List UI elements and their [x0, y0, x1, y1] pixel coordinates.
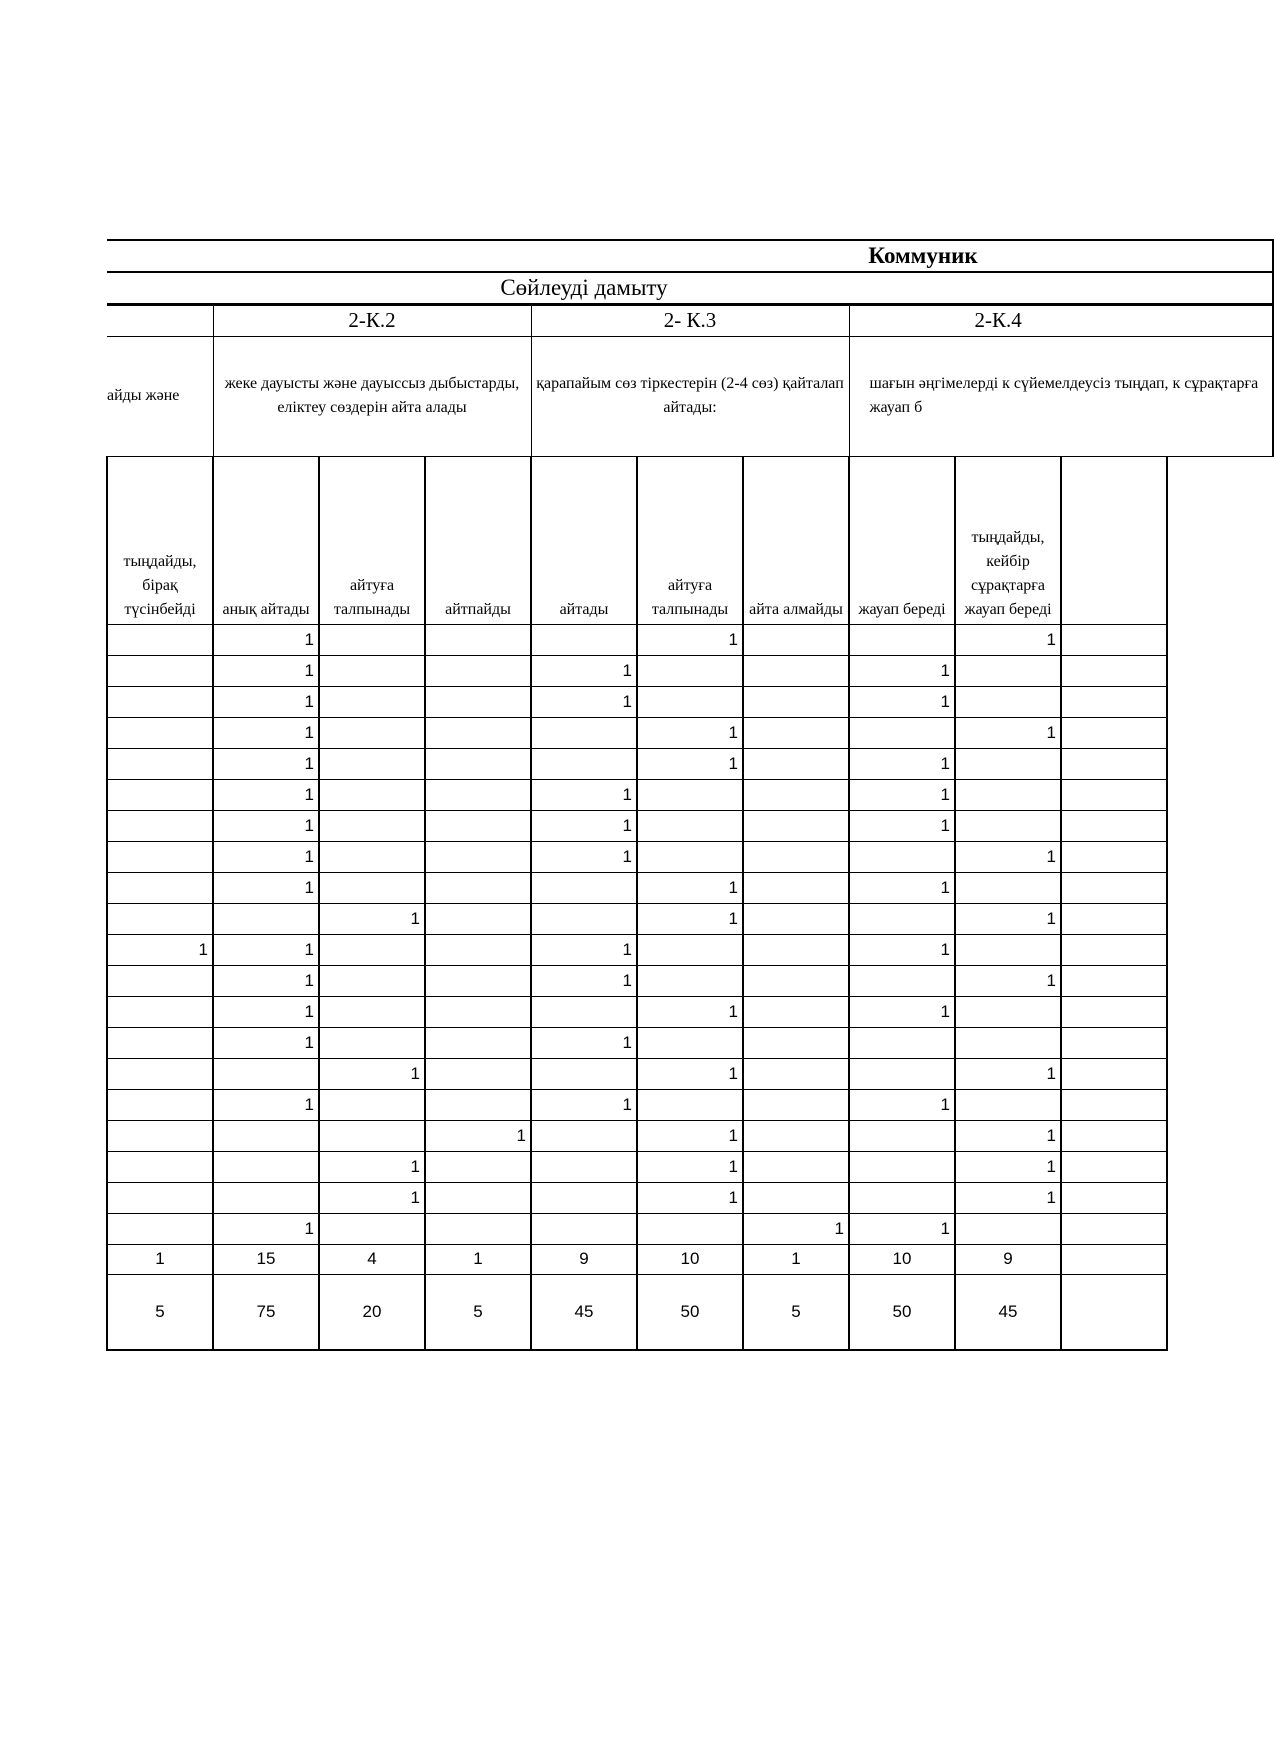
table-cell[interactable] — [743, 717, 849, 748]
table-row — [107, 655, 1273, 686]
percent-cell[interactable]: 50 — [637, 1274, 743, 1350]
table-cell[interactable] — [319, 872, 425, 903]
table-cell[interactable] — [1061, 1089, 1167, 1120]
table-cell[interactable]: 1 — [637, 717, 743, 748]
column-label[interactable]: айтуға талпынады — [637, 456, 743, 624]
table-cell[interactable] — [637, 655, 743, 686]
table-cell[interactable]: 1 — [531, 779, 637, 810]
table-cell[interactable] — [955, 655, 1061, 686]
table-row — [107, 624, 1273, 655]
table-row — [107, 1213, 1273, 1244]
table-cell[interactable] — [1061, 1027, 1167, 1058]
table-cell[interactable]: 1 — [849, 1213, 955, 1244]
table-cell[interactable] — [531, 1058, 637, 1089]
table-cell[interactable] — [319, 748, 425, 779]
table-cell[interactable]: 1 — [213, 841, 319, 872]
column-label[interactable]: айтпайды — [425, 456, 531, 624]
table-cell[interactable]: 1 — [319, 1151, 425, 1182]
table-cell[interactable]: 1 — [849, 1089, 955, 1120]
totals-row — [107, 1244, 1273, 1274]
table-cell[interactable] — [1061, 655, 1167, 686]
table-cell[interactable] — [849, 1058, 955, 1089]
percent-cell[interactable] — [1061, 1274, 1167, 1350]
table-cell[interactable] — [531, 996, 637, 1027]
table-cell[interactable] — [425, 810, 531, 841]
table-row — [107, 1120, 1273, 1151]
table-row — [107, 810, 1273, 841]
table-cell[interactable] — [425, 1151, 531, 1182]
table-cell[interactable] — [1061, 748, 1167, 779]
table-cell[interactable] — [531, 1151, 637, 1182]
table-row — [107, 996, 1273, 1027]
table-cell[interactable]: 1 — [213, 686, 319, 717]
total-cell[interactable]: 15 — [213, 1244, 319, 1274]
table-cell[interactable]: 1 — [637, 1058, 743, 1089]
table-cell[interactable] — [743, 872, 849, 903]
table-cell[interactable] — [743, 1151, 849, 1182]
table-cell[interactable] — [849, 965, 955, 996]
table-cell[interactable] — [743, 841, 849, 872]
table-cell[interactable] — [849, 903, 955, 934]
table-cell[interactable] — [213, 1182, 319, 1213]
table-cell[interactable]: 1 — [637, 624, 743, 655]
column-label[interactable]: тыңдайды, кейбір сұрақтарға жауап береді — [955, 456, 1061, 624]
sheet-title[interactable]: Коммуник — [107, 240, 1273, 272]
table-cell[interactable] — [107, 655, 213, 686]
table-cell[interactable] — [319, 624, 425, 655]
table-cell[interactable] — [1061, 934, 1167, 965]
table-cell[interactable]: 1 — [849, 655, 955, 686]
table-cell[interactable] — [637, 965, 743, 996]
table-cell[interactable] — [955, 686, 1061, 717]
table-cell[interactable] — [107, 996, 213, 1027]
table-cell[interactable]: 1 — [955, 1120, 1061, 1151]
blank-cell[interactable] — [1061, 272, 1273, 304]
group-description[interactable]: шағын әңгімелерді к сүйемелдеусіз тыңдап, к сұрақтарға жауап б — [849, 336, 1273, 456]
table-cell[interactable] — [531, 903, 637, 934]
table-cell[interactable] — [531, 748, 637, 779]
table-cell[interactable] — [107, 903, 213, 934]
table-cell[interactable]: 1 — [531, 965, 637, 996]
table-cell[interactable] — [319, 1027, 425, 1058]
table-cell[interactable] — [849, 624, 955, 655]
group-description[interactable]: айды және — [107, 336, 213, 456]
table-cell[interactable] — [849, 1027, 955, 1058]
table-cell[interactable] — [743, 903, 849, 934]
group-description[interactable]: жеке дауысты және дауыссыз дыбыстарды, еліктеу сөздерін айта алады — [213, 336, 531, 456]
table-row — [107, 1151, 1273, 1182]
table-cell[interactable] — [425, 1027, 531, 1058]
table-cell[interactable] — [637, 1089, 743, 1120]
table-cell[interactable] — [425, 1213, 531, 1244]
table-cell[interactable] — [743, 1089, 849, 1120]
table-cell[interactable]: 1 — [531, 1027, 637, 1058]
table-cell[interactable] — [425, 996, 531, 1027]
table-cell[interactable] — [637, 934, 743, 965]
total-cell[interactable]: 9 — [955, 1244, 1061, 1274]
table-row — [107, 903, 1273, 934]
column-label[interactable]: айта алмайды — [743, 456, 849, 624]
table-cell[interactable] — [425, 686, 531, 717]
table-cell[interactable] — [849, 1182, 955, 1213]
table-cell[interactable]: 1 — [213, 996, 319, 1027]
table-cell[interactable] — [319, 1213, 425, 1244]
table-cell[interactable]: 1 — [955, 965, 1061, 996]
table-cell[interactable] — [1061, 872, 1167, 903]
percent-cell[interactable]: 45 — [531, 1274, 637, 1350]
table-cell[interactable]: 1 — [637, 1151, 743, 1182]
column-label-row — [107, 456, 1273, 624]
table-cell[interactable]: 1 — [849, 934, 955, 965]
table-cell[interactable] — [637, 779, 743, 810]
table-cell[interactable] — [213, 1120, 319, 1151]
table-cell[interactable]: 1 — [319, 1058, 425, 1089]
table-cell[interactable] — [849, 717, 955, 748]
percent-cell[interactable]: 5 — [425, 1274, 531, 1350]
table-cell[interactable]: 1 — [849, 779, 955, 810]
table-cell[interactable] — [425, 624, 531, 655]
table-cell[interactable]: 1 — [955, 624, 1061, 655]
table-cell[interactable] — [637, 810, 743, 841]
table-cell[interactable] — [955, 872, 1061, 903]
column-label[interactable]: жауап береді — [849, 456, 955, 624]
table-cell[interactable] — [531, 872, 637, 903]
table-cell[interactable]: 1 — [213, 748, 319, 779]
table-cell[interactable]: 1 — [107, 934, 213, 965]
table-cell[interactable] — [743, 1058, 849, 1089]
column-label[interactable]: айтуға талпынады — [319, 456, 425, 624]
percent-cell[interactable]: 5 — [743, 1274, 849, 1350]
table-cell[interactable]: 1 — [213, 934, 319, 965]
table-cell[interactable] — [107, 810, 213, 841]
table-cell[interactable]: 1 — [213, 624, 319, 655]
table-cell[interactable]: 1 — [849, 748, 955, 779]
table-cell[interactable] — [425, 903, 531, 934]
table-cell[interactable] — [849, 1120, 955, 1151]
table-cell[interactable] — [955, 1089, 1061, 1120]
table-cell[interactable] — [425, 717, 531, 748]
table-cell[interactable] — [107, 1213, 213, 1244]
table-row — [107, 779, 1273, 810]
table-cell[interactable] — [425, 779, 531, 810]
total-cell[interactable]: 1 — [743, 1244, 849, 1274]
table-cell[interactable] — [1061, 996, 1167, 1027]
table-cell[interactable] — [1061, 1120, 1167, 1151]
table-cell[interactable] — [1061, 1058, 1167, 1089]
column-label[interactable] — [1061, 456, 1167, 624]
table-cell[interactable] — [955, 779, 1061, 810]
table-cell[interactable] — [1061, 1182, 1167, 1213]
table-cell[interactable] — [743, 655, 849, 686]
table-cell[interactable]: 1 — [637, 996, 743, 1027]
percent-cell[interactable]: 45 — [955, 1274, 1061, 1350]
table-cell[interactable] — [743, 1027, 849, 1058]
table-cell[interactable]: 1 — [955, 1058, 1061, 1089]
table-cell[interactable] — [319, 1089, 425, 1120]
table-cell[interactable] — [319, 655, 425, 686]
table-cell[interactable] — [213, 903, 319, 934]
table-cell[interactable]: 1 — [213, 779, 319, 810]
column-label[interactable]: айтады — [531, 456, 637, 624]
table-cell[interactable]: 1 — [531, 841, 637, 872]
table-cell[interactable]: 1 — [213, 872, 319, 903]
total-cell[interactable]: 1 — [107, 1244, 213, 1274]
table-cell[interactable] — [213, 1151, 319, 1182]
table-row — [107, 1058, 1273, 1089]
percent-cell[interactable]: 20 — [319, 1274, 425, 1350]
table-cell[interactable] — [743, 779, 849, 810]
group-description[interactable]: қарапайым сөз тіркестерін (2-4 сөз) қайталап айтады: — [531, 336, 849, 456]
table-row — [107, 1027, 1273, 1058]
table-cell[interactable] — [637, 1213, 743, 1244]
column-label[interactable]: анық айтады — [213, 456, 319, 624]
table-cell[interactable] — [531, 717, 637, 748]
assessment-table — [106, 239, 1274, 1351]
table-cell[interactable]: 1 — [319, 903, 425, 934]
table-cell[interactable]: 1 — [531, 810, 637, 841]
table-cell[interactable] — [743, 1120, 849, 1151]
table-cell[interactable] — [107, 717, 213, 748]
table-row — [107, 1089, 1273, 1120]
table-cell[interactable]: 1 — [531, 655, 637, 686]
table-cell[interactable] — [1061, 717, 1167, 748]
total-cell[interactable]: 9 — [531, 1244, 637, 1274]
table-cell[interactable]: 1 — [955, 1182, 1061, 1213]
table-cell[interactable] — [955, 748, 1061, 779]
table-cell[interactable]: 1 — [531, 934, 637, 965]
table-cell[interactable] — [107, 965, 213, 996]
table-cell[interactable]: 1 — [637, 1182, 743, 1213]
total-cell[interactable]: 1 — [425, 1244, 531, 1274]
table-cell[interactable] — [107, 872, 213, 903]
total-cell[interactable]: 10 — [849, 1244, 955, 1274]
table-cell[interactable] — [107, 686, 213, 717]
table-cell[interactable]: 1 — [849, 810, 955, 841]
table-cell[interactable]: 1 — [531, 686, 637, 717]
table-cell[interactable] — [425, 1089, 531, 1120]
table-cell[interactable] — [1061, 686, 1167, 717]
table-cell[interactable] — [849, 1151, 955, 1182]
table-cell[interactable] — [531, 1120, 637, 1151]
table-cell[interactable] — [743, 810, 849, 841]
table-cell[interactable] — [319, 779, 425, 810]
table-row — [107, 748, 1273, 779]
table-cell[interactable] — [1061, 841, 1167, 872]
table-cell[interactable] — [425, 748, 531, 779]
table-row — [107, 841, 1273, 872]
group-header-blank[interactable] — [107, 304, 213, 336]
subtitle-row — [107, 272, 1273, 304]
table-cell[interactable] — [107, 1089, 213, 1120]
table-cell[interactable] — [955, 996, 1061, 1027]
table-cell[interactable] — [425, 965, 531, 996]
table-row — [107, 965, 1273, 996]
table-cell[interactable] — [1061, 1213, 1167, 1244]
table-cell[interactable] — [425, 934, 531, 965]
table-cell[interactable]: 1 — [425, 1120, 531, 1151]
table-cell[interactable] — [107, 748, 213, 779]
table-cell[interactable] — [743, 686, 849, 717]
table-cell[interactable]: 1 — [213, 810, 319, 841]
table-cell[interactable] — [743, 965, 849, 996]
table-cell[interactable]: 1 — [955, 903, 1061, 934]
percent-row — [107, 1274, 1273, 1350]
table-cell[interactable] — [1061, 779, 1167, 810]
table-cell[interactable]: 1 — [955, 717, 1061, 748]
table-cell[interactable] — [319, 841, 425, 872]
total-cell[interactable]: 4 — [319, 1244, 425, 1274]
table-cell[interactable] — [425, 1182, 531, 1213]
table-cell[interactable] — [319, 686, 425, 717]
table-cell[interactable] — [955, 934, 1061, 965]
table-cell[interactable]: 1 — [955, 1151, 1061, 1182]
table-cell[interactable] — [1061, 1151, 1167, 1182]
table-cell[interactable] — [107, 1151, 213, 1182]
table-cell[interactable] — [107, 1058, 213, 1089]
table-cell[interactable]: 1 — [743, 1213, 849, 1244]
description-row — [107, 336, 1273, 456]
table-cell[interactable] — [743, 996, 849, 1027]
group-header[interactable]: 2-К.4 — [849, 304, 1273, 336]
table-cell[interactable] — [107, 1120, 213, 1151]
section-subtitle[interactable]: Сөйлеуді дамыту — [107, 272, 1061, 304]
table-cell[interactable]: 1 — [637, 1120, 743, 1151]
table-cell[interactable] — [319, 965, 425, 996]
table-cell[interactable]: 1 — [849, 872, 955, 903]
table-cell[interactable]: 1 — [213, 1213, 319, 1244]
table-cell[interactable]: 1 — [849, 686, 955, 717]
table-cell[interactable] — [107, 779, 213, 810]
table-cell[interactable] — [1061, 903, 1167, 934]
total-cell[interactable] — [1061, 1244, 1167, 1274]
table-cell[interactable] — [743, 624, 849, 655]
table-row — [107, 934, 1273, 965]
table-cell[interactable] — [955, 810, 1061, 841]
table-cell[interactable]: 1 — [531, 1089, 637, 1120]
table-row — [107, 686, 1273, 717]
column-label[interactable]: тыңдайды, бірақ түсінбейді — [107, 456, 213, 624]
table-cell[interactable] — [531, 1213, 637, 1244]
table-cell[interactable]: 1 — [637, 748, 743, 779]
percent-cell[interactable]: 5 — [107, 1274, 213, 1350]
table-cell[interactable]: 1 — [849, 996, 955, 1027]
percent-cell[interactable]: 50 — [849, 1274, 955, 1350]
total-cell[interactable]: 10 — [637, 1244, 743, 1274]
table-cell[interactable] — [849, 841, 955, 872]
table-cell[interactable]: 1 — [955, 841, 1061, 872]
table-cell[interactable] — [955, 1027, 1061, 1058]
table-cell[interactable] — [319, 934, 425, 965]
table-cell[interactable] — [637, 1027, 743, 1058]
table-cell[interactable] — [319, 717, 425, 748]
table-cell[interactable] — [319, 1120, 425, 1151]
table-row — [107, 1182, 1273, 1213]
table-cell[interactable] — [107, 624, 213, 655]
percent-cell[interactable]: 75 — [213, 1274, 319, 1350]
table-cell[interactable] — [425, 1058, 531, 1089]
table-cell[interactable] — [107, 841, 213, 872]
table-cell[interactable] — [531, 624, 637, 655]
table-row — [107, 717, 1273, 748]
table-cell[interactable] — [425, 655, 531, 686]
table-row — [107, 872, 1273, 903]
table-cell[interactable] — [1061, 810, 1167, 841]
table-cell[interactable] — [319, 810, 425, 841]
table-cell[interactable]: 1 — [637, 872, 743, 903]
title-row — [107, 240, 1273, 272]
group-row — [107, 304, 1273, 336]
group-header[interactable]: 2-К.2 — [213, 304, 531, 336]
table-cell[interactable] — [637, 686, 743, 717]
table-cell[interactable] — [425, 841, 531, 872]
spreadsheet-view — [106, 239, 1259, 1357]
group-header[interactable]: 2- К.3 — [531, 304, 849, 336]
table-cell[interactable]: 1 — [213, 655, 319, 686]
table-cell[interactable] — [743, 1182, 849, 1213]
table-cell[interactable]: 1 — [319, 1182, 425, 1213]
table-cell[interactable]: 1 — [213, 965, 319, 996]
table-cell[interactable]: 1 — [213, 717, 319, 748]
table-cell[interactable] — [319, 996, 425, 1027]
table-cell[interactable] — [425, 872, 531, 903]
table-cell[interactable] — [743, 748, 849, 779]
data-rows — [107, 624, 1273, 1244]
table-cell[interactable] — [1061, 624, 1167, 655]
table-cell[interactable] — [743, 934, 849, 965]
table-cell[interactable] — [107, 1027, 213, 1058]
table-cell[interactable] — [1061, 965, 1167, 996]
table-cell[interactable] — [637, 841, 743, 872]
table-cell[interactable]: 1 — [213, 1089, 319, 1120]
table-cell[interactable] — [213, 1058, 319, 1089]
table-cell[interactable]: 1 — [637, 903, 743, 934]
table-cell[interactable]: 1 — [213, 1027, 319, 1058]
table-cell[interactable] — [955, 1213, 1061, 1244]
table-cell[interactable] — [107, 1182, 213, 1213]
table-cell[interactable] — [531, 1182, 637, 1213]
